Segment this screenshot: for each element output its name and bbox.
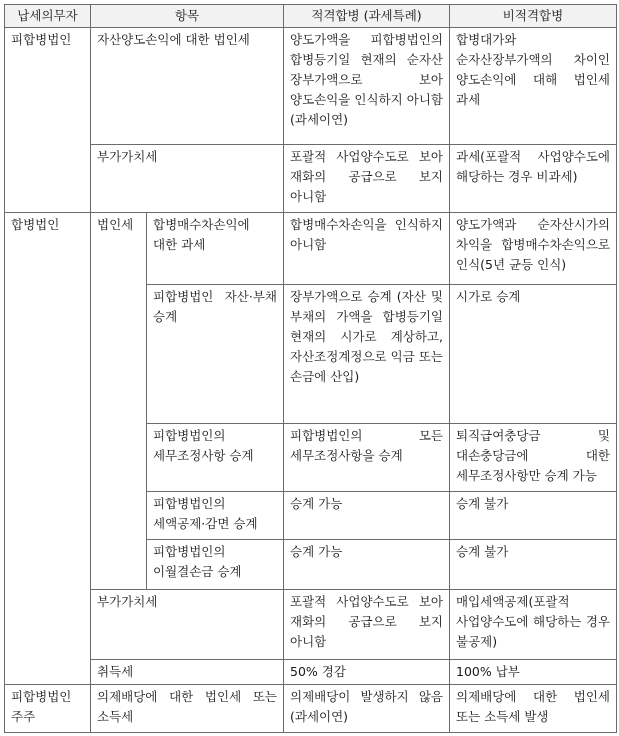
qualified-cell: 승계 가능 [284, 540, 450, 590]
item-cell: 피합병법인의 세액공제·감면 승계 [147, 492, 284, 540]
nonqualified-cell: 의제배당에 대한 법인세 또는 소득세 발생 [450, 685, 617, 733]
nonqualified-cell: 퇴직급여충당금 및 대손충당금에 대한 세무조정사항만 승계 가능 [450, 424, 617, 492]
header-taxpayer: 납세의무자 [5, 5, 91, 28]
item-cell: 자산양도손익에 대한 법인세 [91, 28, 284, 145]
item-cell: 부가가치세 [91, 590, 284, 660]
qualified-cell: 양도가액을 피합병법인의 합병등기일 현재의 순자산 장부가액으로 보아 양도손익을 인식하지 아니함(과세이연) [284, 28, 450, 145]
item-cell: 취득세 [91, 660, 284, 685]
header-item: 항목 [91, 5, 284, 28]
table-row [5, 145, 617, 213]
nonqualified-cell: 과세(포괄적 사업양수도에 해당하는 경우 비과세) [450, 145, 617, 213]
table-row [5, 213, 617, 285]
nonqualified-cell: 승계 불가 [450, 492, 617, 540]
header-row [5, 5, 617, 28]
merger-tax-comparison-table [4, 4, 617, 733]
header-qualified: 적격합병 (과세특례) [284, 5, 450, 28]
qualified-cell: 포괄적 사업양수도로 보아 재화의 공급으로 보지 아니함 [284, 590, 450, 660]
header-nonqualified: 비적격합병 [450, 5, 617, 28]
taxpayer-cell: 피합병법인 [5, 28, 91, 213]
table-row [5, 590, 617, 660]
item-cell: 피합병법인의 세무조정사항 승계 [147, 424, 284, 492]
group-cell: 법인세 [91, 213, 147, 590]
item-cell: 의제배당에 대한 법인세 또는 소득세 [91, 685, 284, 733]
item-cell: 피합병법인 자산·부채 승계 [147, 285, 284, 424]
nonqualified-cell: 시가로 승계 [450, 285, 617, 424]
nonqualified-cell: 매입세액공제(포괄적 사업양수도에 해당하는 경우 불공제) [450, 590, 617, 660]
qualified-cell: 의제배당이 발생하지 않음(과세이연) [284, 685, 450, 733]
taxpayer-cell: 피합병법인 주주 [5, 685, 91, 733]
nonqualified-cell: 100% 납부 [450, 660, 617, 685]
qualified-cell: 승계 가능 [284, 492, 450, 540]
qualified-cell: 장부가액으로 승계 (자산 및 부채의 가액을 합병등기일 현재의 시가로 계상하고, 자산조정계정으로 익금 또는 손금에 산입) [284, 285, 450, 424]
qualified-cell: 합병매수차손익을 인식하지 아니함 [284, 213, 450, 285]
item-cell: 합병매수차손익에 대한 과세 [147, 213, 284, 285]
table-row [5, 28, 617, 145]
item-cell: 부가가치세 [91, 145, 284, 213]
taxpayer-cell: 합병법인 [5, 213, 91, 685]
nonqualified-cell: 양도가액과 순자산시가의 차익을 합병매수차손익으로 인식(5년 균등 인식) [450, 213, 617, 285]
item-cell: 피합병법인의 이월결손금 승계 [147, 540, 284, 590]
qualified-cell: 포괄적 사업양수도로 보아 재화의 공급으로 보지 아니함 [284, 145, 450, 213]
qualified-cell: 피합병법인의 모든 세무조정사항을 승계 [284, 424, 450, 492]
table-row [5, 660, 617, 685]
nonqualified-cell: 승계 불가 [450, 540, 617, 590]
nonqualified-cell: 합병대가와 순자산장부가액의 차이인 양도손익에 대해 법인세 과세 [450, 28, 617, 145]
qualified-cell: 50% 경감 [284, 660, 450, 685]
table-row [5, 685, 617, 733]
